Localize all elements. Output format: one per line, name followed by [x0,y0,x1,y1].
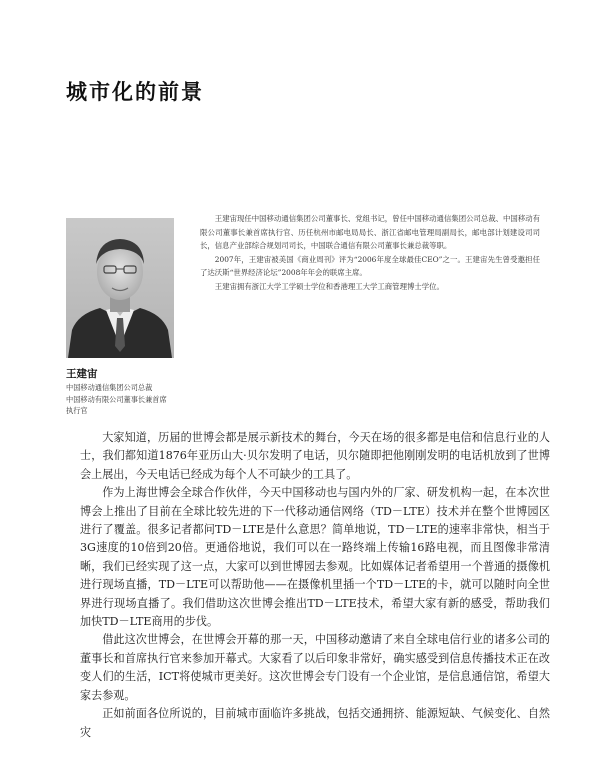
page-title: 城市化的前景 [66,80,204,104]
bio-paragraph: 王建宙拥有浙江大学工学硕士学位和香港理工大学工商管理博士学位。 [214,281,444,291]
body-paragraph: 作为上海世博会全球合作伙伴，今天中国移动也与国内外的厂家、研发机构一起，在本次世博会上推出了目前在全球比较先进的下一代移动通信网络（TD－LTE）技术并在整个世博园区进行了覆盖。很多记者都问TD－LTE是什么意思？简单地说，TD－LTE的速率非常快，相当于3G速度的10倍到20倍。更通俗地说，我们可以在一路终端上传输16路电视，而且图像非常清晰，我们已经实现了这一点，大家可以到世博园去参观。比如媒体记者希望用一个普通的摄像机进行现场直播，TD－LTE可以帮助他——在摄像机里插一个TD－LTE的卡，就可以随时向全世界进行现场直播了。我们借助这次世博会推出TD－LTE技术，希望大家有新的感受，帮助我们加快TD－LTE商用的步伐。 [80,486,550,629]
speaker-name: 王建宙 [66,368,98,380]
body-paragraph: 借此这次世博会，在世博会开幕的那一天，中国移动邀请了来自全球电信行业的诸多公司的董事长和首席执行官来参加开幕式。大家看了以后印象非常好，确实感受到信息传播技术正在改变人们的生活，ICT将使城市更美好。这次世博会专门设有一个企业馆，是信息通信馆，希望大家去参观。 [80,633,550,702]
speaker-title-line: 中国移动有限公司董事长兼首席 [66,394,167,404]
speaker-title-line: 中国移动通信集团公司总裁 [66,383,153,392]
speech-body [80,429,550,742]
speaker-title-line: 执行官 [66,406,88,415]
bio-paragraph: 2007年，王建宙被美国《商业周刊》评为“2006年度全球最佳CEO”之一。王建宙先生曾受邀担任了达沃斯“世界经济论坛”2008年年会的联席主席。 [200,254,540,278]
body-paragraph: 大家知道，历届的世博会都是展示新技术的舞台，今天在场的很多都是电信和信息行业的人士，我们都知道1876年亚历山大·贝尔发明了电话，贝尔随即把他刚刚发明的电话机放到了世博会上展出，今天电话已经成为每个人不可缺少的工具了。 [80,431,550,481]
bio-paragraph: 王建宙现任中国移动通信集团公司董事长、党组书记，曾任中国移动通信集团公司总裁、中国移动有限公司董事长兼首席执行官、历任杭州市邮电局局长、浙江省邮电管理局副局长，邮电部计划建设司司长，信息产业部综合规划司司长，中国联合通信有限公司董事长兼总裁等职。 [200,214,540,251]
speaker-portrait [66,218,174,358]
body-paragraph: 正如前面各位所说的，目前城市面临许多挑战，包括交通拥挤、能源短缺、气候变化、自然灾 [80,707,550,739]
speaker-bio [200,212,540,294]
portrait-photo [66,218,174,358]
speaker-titles [66,382,167,417]
